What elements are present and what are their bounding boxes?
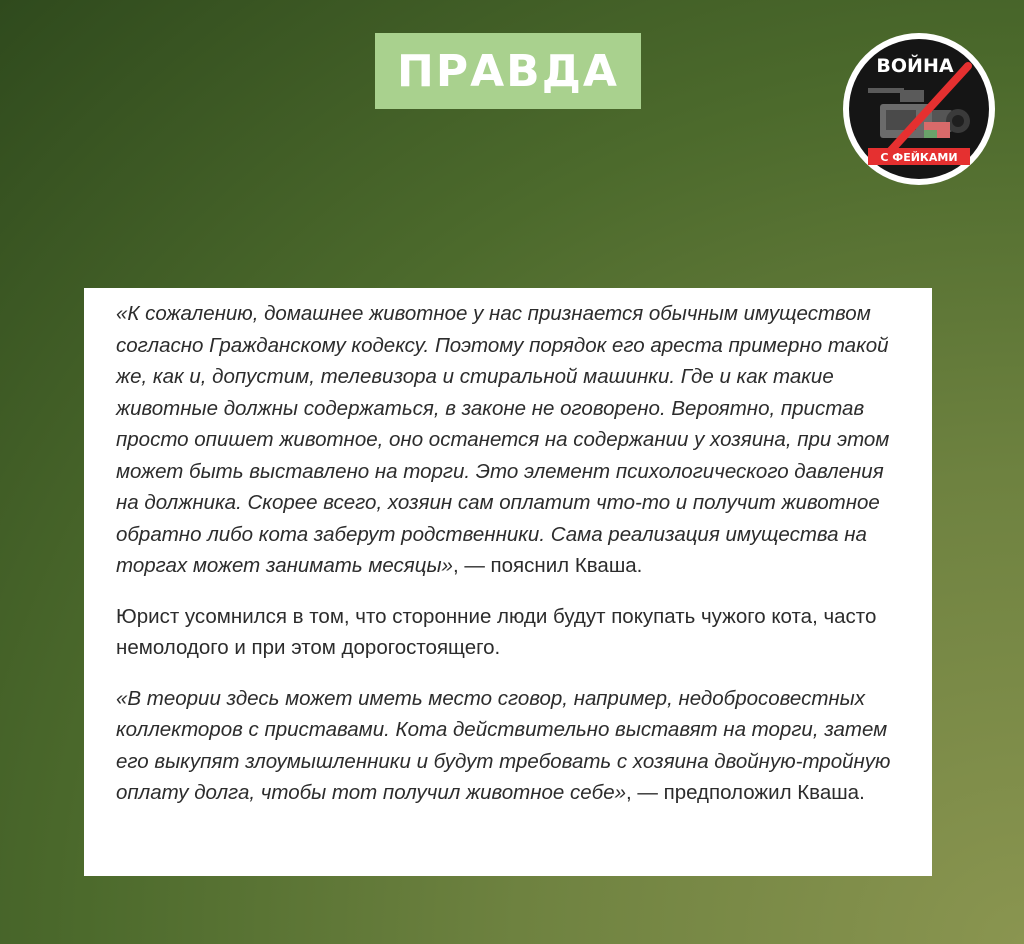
verdict-badge: ПРАВДА [375, 33, 641, 109]
article-paragraph-1 [116, 298, 902, 582]
logo-emblem-icon [840, 30, 998, 188]
quote-1: «К сожалению, домашнее животное у нас признается обычным имуществом согласно Гражданскому кодексу. Поэтому порядок его ареста примерно такой же, как и, допустим, телевизора и стиральной машинки. Где и как такие животные должны содержаться, в законе не оговорено. Вероятно, пристав просто опишет животное, оно останется на содержании у хозяина, при этом может быть выставлено на торги. Это элемент психологического давления на должника. Скорее всего, хозяин сам оплатит что-то и получит животное обратно либо кота заберут родственники. Сама реализация имущества на торгах может занимать месяцы» [116, 302, 890, 577]
logo-bottom-text: С ФЕЙКАМИ [880, 151, 958, 164]
article-paragraph-2: Юрист усомнился в том, что сторонние люди будут покупать чужого кота, часто немолодого и при этом дорогостоящего. [116, 604, 877, 659]
article-paragraph-3 [116, 683, 902, 809]
quote-2: «В теории здесь может иметь место сговор, например, недобросовестных коллекторов с приставами. Кота действительно выставят на торги, затем его выкупят злоумышленники и будут требовать с хозяина двойную-тройную оплату долга, чтобы тот получил животное себе» [116, 686, 891, 804]
attribution-1: , — пояснил Кваша. [452, 554, 643, 577]
article-card [84, 288, 932, 876]
attribution-2: , — предположил Кваша. [626, 781, 865, 804]
logo-top-text: ВОЙНА [876, 55, 954, 77]
war-on-fakes-logo [840, 30, 998, 188]
